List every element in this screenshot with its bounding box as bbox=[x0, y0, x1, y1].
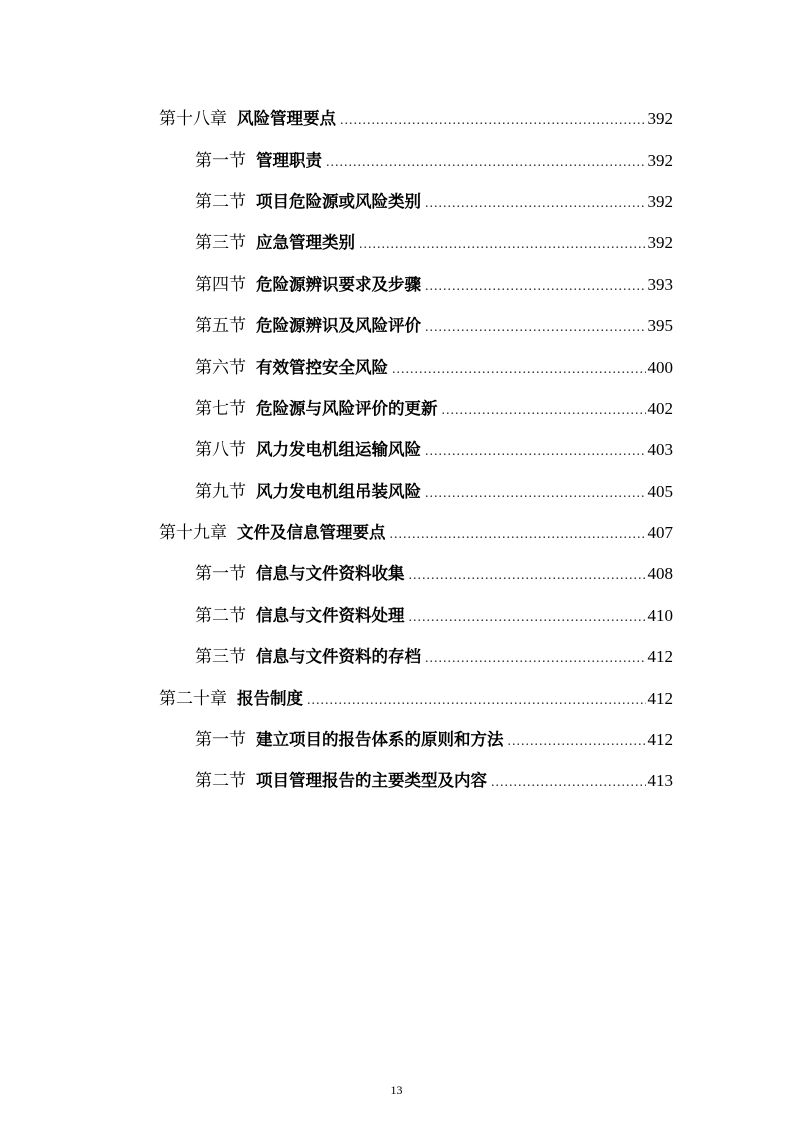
toc-entry-number: 第九节 bbox=[195, 481, 246, 502]
toc-entry-page: 412 bbox=[647, 647, 673, 667]
toc-entry-line bbox=[159, 684, 673, 709]
toc-entry-line bbox=[195, 477, 673, 502]
toc-entry[interactable] bbox=[0, 427, 793, 468]
toc-entry-number: 第十九章 bbox=[159, 523, 227, 544]
toc-leader-dots bbox=[409, 568, 646, 584]
toc-entry-page: 412 bbox=[647, 688, 673, 708]
toc-leader-dots bbox=[508, 734, 646, 750]
toc-entry-number: 第五节 bbox=[195, 316, 246, 337]
toc-entry[interactable] bbox=[0, 717, 793, 758]
toc-entry-page: 412 bbox=[647, 730, 673, 750]
toc-entry-line bbox=[195, 559, 673, 584]
toc-entry-line bbox=[195, 311, 673, 336]
toc-entry[interactable] bbox=[0, 551, 793, 592]
toc-entry-title: 信息与文件资料收集 bbox=[256, 564, 405, 584]
toc-leader-dots bbox=[390, 527, 646, 543]
toc-entry-page: 392 bbox=[647, 191, 673, 211]
toc-leader-dots bbox=[392, 362, 646, 378]
toc-entry-title: 风险管理要点 bbox=[237, 109, 336, 129]
toc-entry-title: 项目管理报告的主要类型及内容 bbox=[256, 771, 487, 791]
toc-entry-title: 信息与文件资料的存档 bbox=[256, 647, 421, 667]
toc-entry[interactable] bbox=[0, 758, 793, 799]
toc-leader-dots bbox=[425, 279, 646, 295]
toc-leader-dots bbox=[425, 320, 646, 336]
toc-entry-line bbox=[195, 725, 673, 750]
toc-entry-title: 风力发电机组运输风险 bbox=[256, 440, 421, 460]
toc-entry-number: 第二节 bbox=[195, 771, 246, 792]
toc-entry-line bbox=[195, 353, 673, 378]
toc-entry-title: 项目危险源或风险类别 bbox=[256, 191, 421, 211]
toc-entry-title: 危险源辨识及风险评价 bbox=[256, 316, 421, 336]
toc-entry-number: 第八节 bbox=[195, 440, 246, 461]
toc-entry-page: 392 bbox=[647, 109, 673, 129]
toc-entry-page: 392 bbox=[647, 233, 673, 253]
toc-entry-line bbox=[195, 146, 673, 171]
toc-entry-line bbox=[195, 187, 673, 212]
toc-entry-line bbox=[195, 601, 673, 626]
toc-entry-title: 风力发电机组吊装风险 bbox=[256, 481, 421, 501]
toc-entry[interactable] bbox=[0, 344, 793, 385]
table-of-contents bbox=[0, 96, 793, 800]
toc-entry-line bbox=[195, 766, 673, 791]
toc-entry-number: 第二节 bbox=[195, 605, 246, 626]
toc-entry-line bbox=[195, 435, 673, 460]
toc-entry-number: 第一节 bbox=[195, 150, 246, 171]
toc-entry-number: 第四节 bbox=[195, 274, 246, 295]
toc-entry-title: 应急管理类别 bbox=[256, 233, 355, 253]
toc-entry-page: 405 bbox=[647, 481, 673, 501]
toc-leader-dots bbox=[425, 444, 646, 460]
toc-leader-dots bbox=[307, 693, 646, 709]
toc-entry-page: 400 bbox=[647, 357, 673, 377]
toc-entry[interactable] bbox=[0, 634, 793, 675]
toc-entry-number: 第六节 bbox=[195, 357, 246, 378]
toc-entry-page: 395 bbox=[647, 316, 673, 336]
toc-entry-page: 402 bbox=[647, 398, 673, 418]
toc-entry-title: 有效管控安全风险 bbox=[256, 357, 388, 377]
toc-entry[interactable] bbox=[0, 593, 793, 634]
toc-leader-dots bbox=[340, 113, 646, 129]
toc-entry-page: 392 bbox=[647, 150, 673, 170]
toc-entry[interactable] bbox=[0, 179, 793, 220]
page-number: 13 bbox=[390, 1083, 403, 1097]
toc-entry[interactable] bbox=[0, 386, 793, 427]
toc-entry[interactable] bbox=[0, 469, 793, 510]
toc-entry-page: 403 bbox=[647, 440, 673, 460]
toc-entry[interactable] bbox=[0, 675, 793, 716]
toc-leader-dots bbox=[491, 775, 646, 791]
toc-entry-line bbox=[159, 518, 673, 543]
toc-leader-dots bbox=[425, 196, 646, 212]
toc-entry[interactable] bbox=[0, 96, 793, 137]
toc-leader-dots bbox=[442, 403, 646, 419]
toc-entry-line bbox=[195, 394, 673, 419]
toc-entry-number: 第三节 bbox=[195, 647, 246, 668]
toc-entry-number: 第一节 bbox=[195, 730, 246, 751]
toc-entry[interactable] bbox=[0, 262, 793, 303]
toc-entry-title: 建立项目的报告体系的原则和方法 bbox=[256, 730, 504, 750]
toc-entry-page: 408 bbox=[647, 564, 673, 584]
toc-entry-number: 第十八章 bbox=[159, 109, 227, 130]
toc-entry-line bbox=[195, 228, 673, 253]
toc-leader-dots bbox=[326, 155, 646, 171]
toc-entry[interactable] bbox=[0, 510, 793, 551]
toc-entry[interactable] bbox=[0, 303, 793, 344]
toc-entry[interactable] bbox=[0, 220, 793, 261]
toc-entry-title: 危险源与风险评价的更新 bbox=[256, 398, 438, 418]
toc-leader-dots bbox=[425, 651, 646, 667]
toc-entry-title: 管理职责 bbox=[256, 150, 322, 170]
toc-entry-page: 407 bbox=[647, 523, 673, 543]
toc-entry-number: 第七节 bbox=[195, 398, 246, 419]
toc-leader-dots bbox=[425, 486, 646, 502]
toc-entry-line bbox=[159, 104, 673, 129]
toc-leader-dots bbox=[359, 237, 646, 253]
toc-entry-page: 393 bbox=[647, 274, 673, 294]
toc-entry-title: 危险源辨识要求及步骤 bbox=[256, 274, 421, 294]
toc-entry-title: 文件及信息管理要点 bbox=[237, 523, 386, 543]
toc-entry-line bbox=[195, 642, 673, 667]
toc-entry-line bbox=[195, 270, 673, 295]
toc-entry-page: 413 bbox=[647, 771, 673, 791]
toc-entry-page: 410 bbox=[647, 605, 673, 625]
toc-leader-dots bbox=[409, 610, 646, 626]
toc-entry-title: 报告制度 bbox=[237, 688, 303, 708]
toc-entry-number: 第二节 bbox=[195, 191, 246, 212]
toc-entry-number: 第二十章 bbox=[159, 688, 227, 709]
toc-entry[interactable] bbox=[0, 137, 793, 178]
toc-entry-number: 第一节 bbox=[195, 564, 246, 585]
toc-entry-number: 第三节 bbox=[195, 233, 246, 254]
toc-entry-title: 信息与文件资料处理 bbox=[256, 605, 405, 625]
